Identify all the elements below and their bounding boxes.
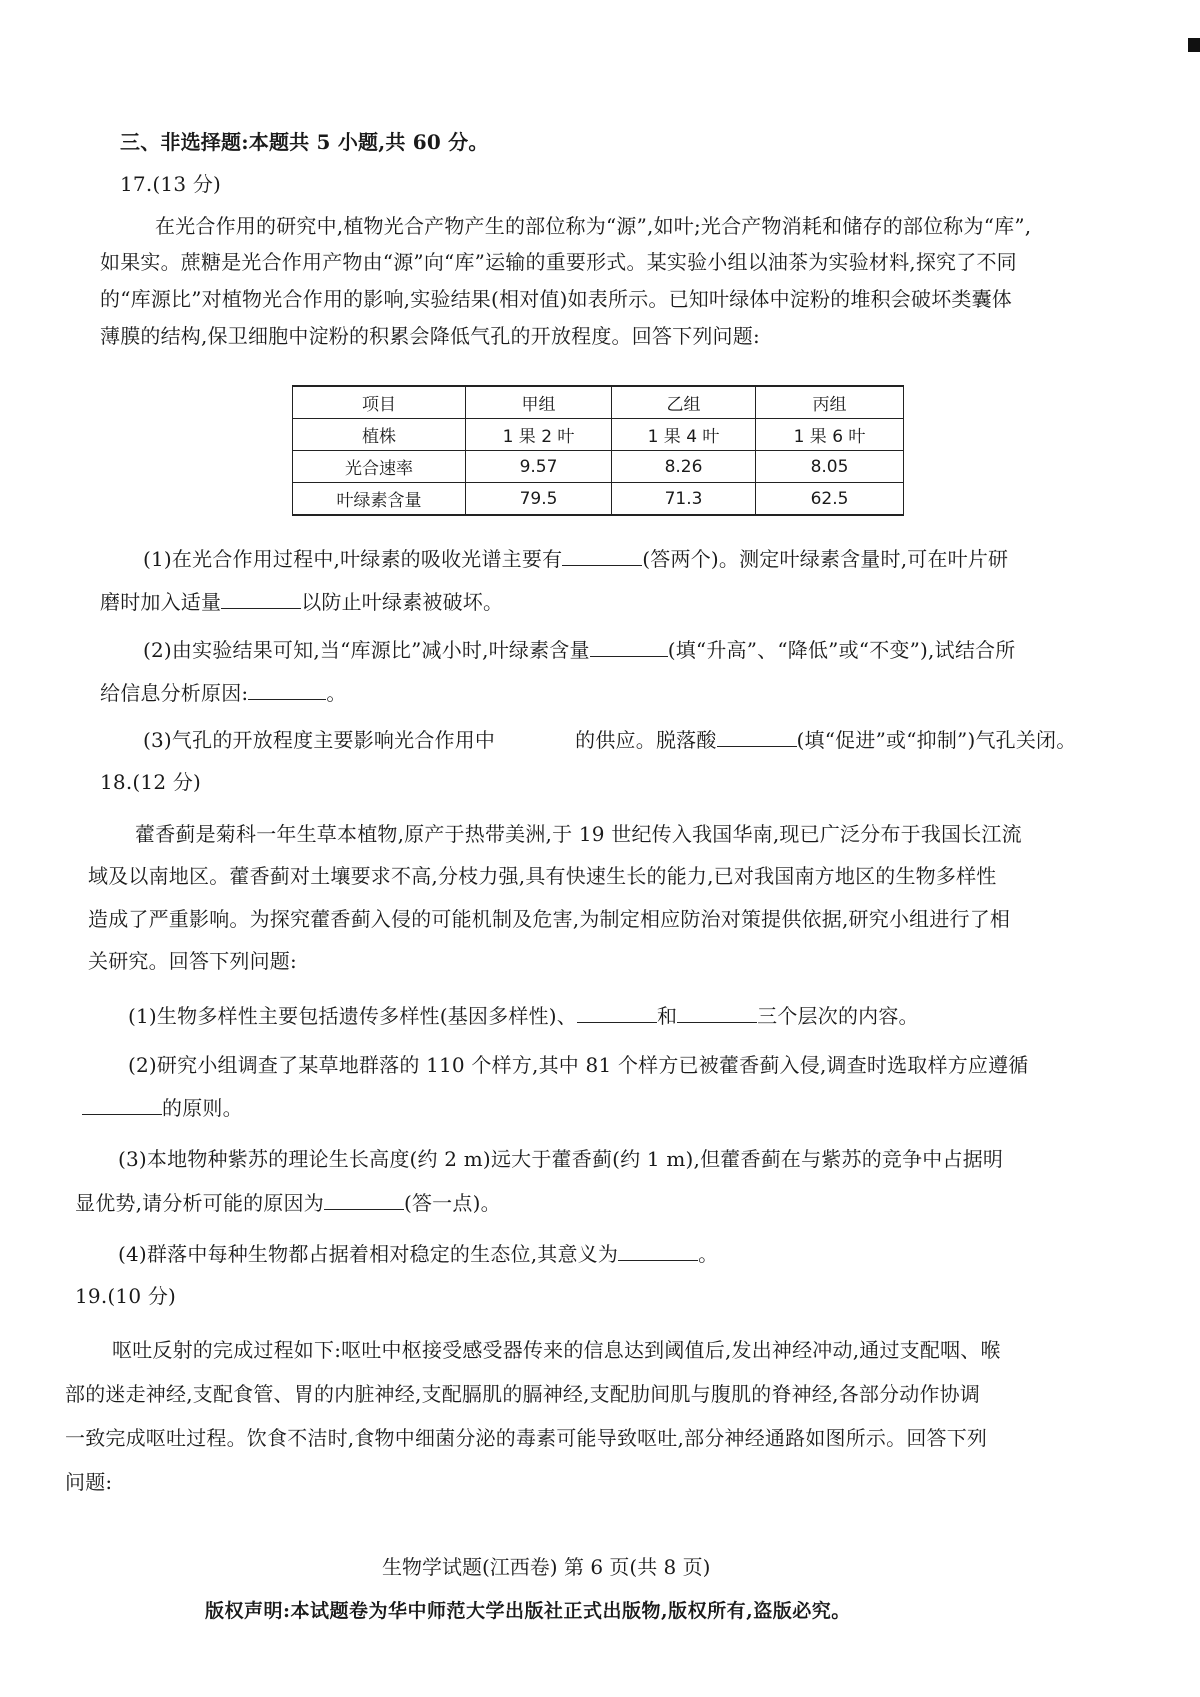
q17-intro-line-2: 如果实。蔗糖是光合作用产物由“源”向“库”运输的重要形式。某实验小组以油茶为实验材料,探究了不同 bbox=[100, 250, 1017, 274]
answer-blank bbox=[82, 1096, 162, 1115]
q19-intro-line-4: 问题: bbox=[65, 1470, 113, 1494]
answer-blank bbox=[590, 638, 668, 657]
table-cell: 8.05 bbox=[756, 451, 904, 483]
table-cell: 1 果 6 叶 bbox=[756, 419, 904, 451]
q18-intro-line-4: 关研究。回答下列问题: bbox=[88, 949, 297, 973]
answer-blank bbox=[562, 547, 642, 566]
q17-part-3: (3)气孔的开放程度主要影响光合作用中 的供应。脱落酸 (填“促进”或“抑制”)气孔关闭。 bbox=[143, 728, 1077, 752]
q17-part-1-line-1: (1)在光合作用过程中,叶绿素的吸收光谱主要有 (答两个)。测定叶绿素含量时,可在叶片研 bbox=[143, 547, 1009, 571]
q18-part-3-line-2: 显优势,请分析可能的原因为 (答一点)。 bbox=[75, 1191, 501, 1215]
q17-part-2-line-2: 给信息分析原因: 。 bbox=[100, 681, 347, 705]
table-row bbox=[293, 419, 904, 451]
q19-intro-line-3: 一致完成呕吐过程。饮食不洁时,食物中细菌分泌的毒素可能导致呕吐,部分神经通路如图所示。回答下列 bbox=[65, 1426, 988, 1450]
q17-intro-line-1: 在光合作用的研究中,植物光合产物产生的部位称为“源”,如叶;光合产物消耗和储存的部位称为“库”, bbox=[155, 214, 1032, 238]
q18-part-2-line-1: (2)研究小组调查了某草地群落的 110 个样方,其中 81 个样方已被藿香蓟入侵,调查时选取样方应遵循 bbox=[128, 1053, 1029, 1077]
answer-blank bbox=[577, 1004, 657, 1023]
q19-intro-line-1: 呕吐反射的完成过程如下:呕吐中枢接受感受器传来的信息达到阈值后,发出神经冲动,通过支配咽、喉 bbox=[112, 1338, 1001, 1362]
table-cell: 叶绿素含量 bbox=[293, 483, 466, 516]
table-cell: 71.3 bbox=[612, 483, 756, 516]
q18-part-1: (1)生物多样性主要包括遗传多样性(基因多样性)、 和 三个层次的内容。 bbox=[128, 1004, 919, 1028]
table-cell: 植株 bbox=[293, 419, 466, 451]
table-cell: 1 果 2 叶 bbox=[466, 419, 612, 451]
answer-blank bbox=[717, 728, 797, 747]
q17-results-table bbox=[292, 385, 904, 516]
table-header-cell: 项目 bbox=[293, 386, 466, 419]
section-heading: 三、非选择题:本题共 5 小题,共 60 分。 bbox=[120, 130, 489, 154]
table-header-cell: 丙组 bbox=[756, 386, 904, 419]
answer-blank bbox=[495, 728, 575, 747]
table-cell: 62.5 bbox=[756, 483, 904, 516]
table-header-cell: 乙组 bbox=[612, 386, 756, 419]
answer-blank bbox=[618, 1242, 698, 1261]
table-cell: 9.57 bbox=[466, 451, 612, 483]
table-row bbox=[293, 483, 904, 516]
answer-blank bbox=[248, 681, 326, 700]
q18-intro-line-3: 造成了严重影响。为探究藿香蓟入侵的可能机制及危害,为制定相应防治对策提供依据,研究小组进行了相 bbox=[88, 907, 1011, 931]
table-cell: 光合速率 bbox=[293, 451, 466, 483]
answer-blank bbox=[221, 590, 301, 609]
q19-intro-line-2: 部的迷走神经,支配食管、胃的内脏神经,支配膈肌的膈神经,支配肋间肌与腹肌的脊神经,各部分动作协调 bbox=[65, 1382, 981, 1406]
q17-part-2-line-1: (2)由实验结果可知,当“库源比”减小时,叶绿素含量 (填“升高”、“降低”或“不变”),试结合所 bbox=[143, 638, 1016, 662]
table-cell: 79.5 bbox=[466, 483, 612, 516]
q17-part-1-line-2: 磨时加入适量 以防止叶绿素被破坏。 bbox=[100, 590, 504, 614]
table-cell: 1 果 4 叶 bbox=[612, 419, 756, 451]
table-header-cell: 甲组 bbox=[466, 386, 612, 419]
q18-part-4: (4)群落中每种生物都占据着相对稳定的生态位,其意义为 。 bbox=[118, 1242, 719, 1266]
q17-intro-line-3: 的“库源比”对植物光合作用的影响,实验结果(相对值)如表所示。已知叶绿体中淀粉的堆积会破坏类囊体 bbox=[100, 287, 1013, 311]
q18-intro-line-1: 藿香蓟是菊科一年生草本植物,原产于热带美洲,于 19 世纪传入我国华南,现已广泛分布于我国长江流 bbox=[135, 822, 1022, 846]
q18-intro-line-2: 域及以南地区。藿香蓟对土壤要求不高,分枝力强,具有快速生长的能力,已对我国南方地区的生物多样性 bbox=[88, 864, 997, 888]
table-row bbox=[293, 451, 904, 483]
q18-number: 18.(12 分) bbox=[100, 770, 202, 794]
q18-part-2-line-2: 的原则。 bbox=[82, 1094, 243, 1122]
q17-number: 17.(13 分) bbox=[120, 172, 222, 196]
q18-part-3-line-1: (3)本地物种紫苏的理论生长高度(约 2 m)远大于藿香蓟(约 1 m),但藿香蓟在与紫苏的竞争中占据明 bbox=[118, 1147, 1004, 1171]
table-header-row bbox=[293, 386, 904, 419]
answer-blank bbox=[324, 1191, 404, 1210]
q19-number: 19.(10 分) bbox=[75, 1284, 177, 1308]
q17-intro-line-4: 薄膜的结构,保卫细胞中淀粉的积累会降低气孔的开放程度。回答下列问题: bbox=[100, 324, 760, 348]
answer-blank bbox=[677, 1004, 757, 1023]
copyright-notice: 版权声明:本试题卷为华中师范大学出版社正式出版物,版权所有,盗版必究。 bbox=[205, 1600, 851, 1622]
table-cell: 8.26 bbox=[612, 451, 756, 483]
page-footer-label: 生物学试题(江西卷) 第 6 页(共 8 页) bbox=[382, 1555, 711, 1579]
scan-corner-mark bbox=[1188, 38, 1200, 52]
